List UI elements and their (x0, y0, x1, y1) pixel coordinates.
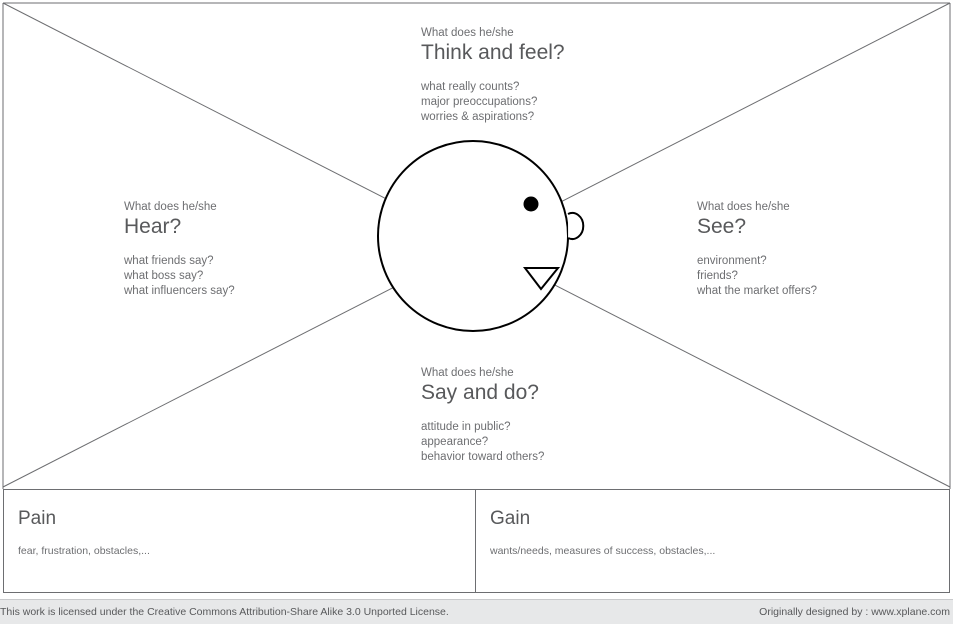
quadrant-hear (124, 200, 235, 299)
quadrant-think-heading: Think and feel? (421, 41, 565, 65)
quadrant-think-line-3: worries & aspirations? (421, 110, 535, 123)
quadrant-think-lines (421, 80, 565, 126)
quadrant-see-line-1: environment? (697, 254, 767, 267)
quadrant-think-and-feel (421, 26, 565, 125)
quadrant-see-kicker: What does he/she (697, 201, 790, 213)
quadrant-think-line-1: what really counts? (421, 80, 520, 93)
pain-box (3, 489, 476, 593)
ear-icon (568, 213, 583, 239)
quadrant-say-lines (421, 420, 544, 466)
quadrant-say-line-1: attitude in public? (421, 420, 511, 433)
quadrant-think-line-2: major preoccupations? (421, 95, 538, 108)
quadrant-think-kicker: What does he/she (421, 27, 514, 39)
quadrant-hear-line-3: what influencers say? (124, 284, 235, 297)
quadrant-see (697, 200, 817, 299)
quadrant-say-kicker: What does he/she (421, 367, 514, 379)
credit-text: Originally designed by : www.xplane.com (759, 606, 950, 618)
quadrant-say-and-do (421, 366, 544, 465)
quadrant-hear-line-2: what boss say? (124, 269, 204, 282)
gain-title: Gain (490, 508, 531, 529)
pain-title: Pain (18, 508, 57, 529)
quadrant-hear-lines (124, 254, 235, 300)
license-text: This work is licensed under the Creative Commons Attribution-Share Alike 3.0 Unported License. (0, 606, 449, 618)
quadrant-hear-heading: Hear? (124, 215, 182, 239)
quadrant-hear-kicker: What does he/she (124, 201, 217, 213)
quadrant-say-heading: Say and do? (421, 381, 539, 405)
head-circle-icon (378, 141, 568, 331)
quadrant-see-line-2: friends? (697, 269, 738, 282)
footer-bar (0, 599, 953, 624)
gain-subtitle: wants/needs, measures of success, obstacles,... (490, 545, 716, 557)
quadrant-say-line-3: behavior toward others? (421, 450, 545, 463)
quadrant-hear-line-1: what friends say? (124, 254, 214, 267)
quadrant-say-line-2: appearance? (421, 435, 489, 448)
quadrant-see-heading: See? (697, 215, 747, 239)
eye-icon (524, 197, 539, 212)
pain-subtitle: fear, frustration, obstacles,... (18, 545, 150, 557)
gain-box (475, 489, 950, 593)
quadrant-see-line-3: what the market offers? (697, 284, 817, 297)
quadrant-see-lines (697, 254, 817, 300)
